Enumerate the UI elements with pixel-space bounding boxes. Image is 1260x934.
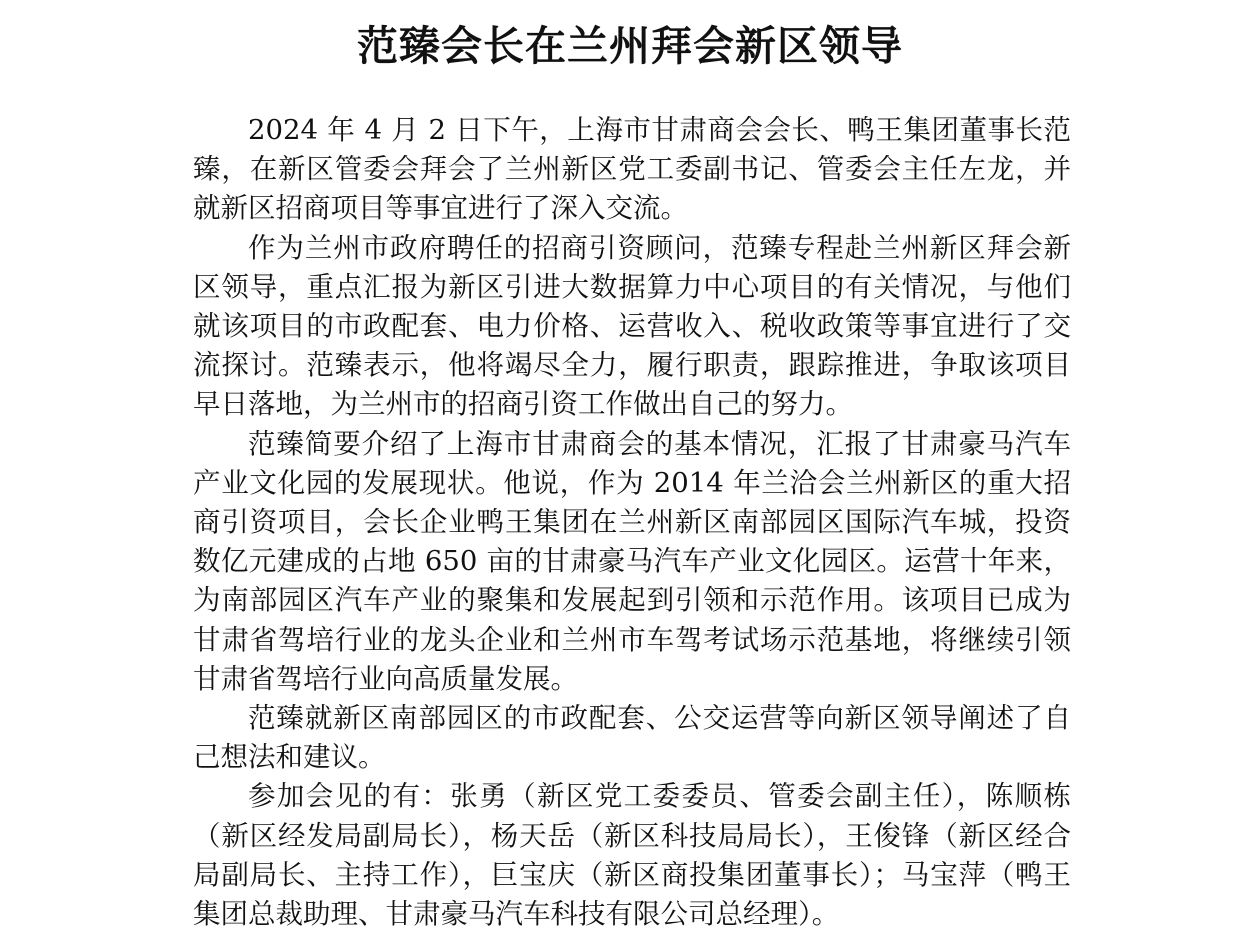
document-title: 范臻会长在兰州拜会新区领导 <box>357 22 903 70</box>
document-body <box>193 111 1071 934</box>
paragraph-4: 范臻就新区南部园区的市政配套、公交运营等向新区领导阐述了自己想法和建议。 <box>193 702 1071 774</box>
paragraph-3: 范臻简要介绍了上海市甘肃商会的基本情况，汇报了甘肃豪马汽车产业文化园的发展现状。他说，作为 2014 年兰洽会兰州新区的重大招商引资项目，会长企业鸭王集团在兰州新区南部园区国际汽车城，投资数亿元建成的占地 650 亩的甘肃豪马汽车产业文化园区。运营十年来，为南部园区汽车产业的聚集和发展起到引领和示范作用。该项目已成为甘肃省驾培行业的龙头企业和兰州市车驾考试场示范基地，将继续引领甘肃省驾培行业向高质量发展。 <box>193 427 1071 695</box>
paragraph-5: 参加会见的有：张勇（新区党工委委员、管委会副主任），陈顺栋（新区经发局副局长），杨天岳（新区科技局局长），王俊锋（新区经合局副局长、主持工作），巨宝庆（新区商投集团董事长）；马宝萍（鸭王集团总裁助理、甘肃豪马汽车科技有限公司总经理）。 <box>193 780 1071 931</box>
paragraph-1: 2024 年 4 月 2 日下午，上海市甘肃商会会长、鸭王集团董事长范臻，在新区管委会拜会了兰州新区党工委副书记、管委会主任左龙，并就新区招商项目等事宜进行了深入交流。 <box>193 114 1071 225</box>
paragraph-2: 作为兰州市政府聘任的招商引资顾问，范臻专程赴兰州新区拜会新区领导，重点汇报为新区引进大数据算力中心项目的有关情况，与他们就该项目的市政配套、电力价格、运营收入、税收政策等事宜进行了交流探讨。范臻表示，他将竭尽全力，履行职责，跟踪推进，争取该项目早日落地，为兰州市的招商引资工作做出自己的努力。 <box>193 231 1071 421</box>
